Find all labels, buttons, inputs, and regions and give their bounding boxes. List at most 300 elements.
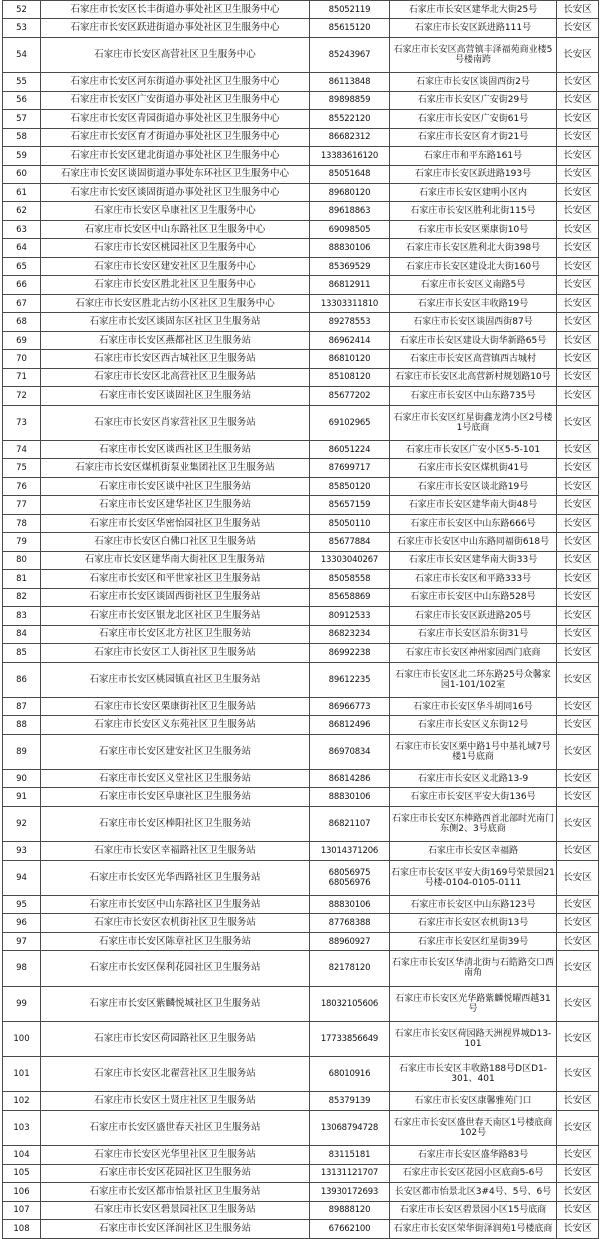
address: 石家庄市长安区东棒路西首北部时光南门东侧2、3号底商 bbox=[390, 806, 557, 841]
phone-number: 85615120 bbox=[310, 19, 390, 37]
district: 长安区 bbox=[557, 716, 599, 734]
center-name: 石家庄市长安区肖家营社区卫生服务站 bbox=[41, 405, 310, 440]
address: 石家庄市长安区中山东路同福街618号 bbox=[390, 533, 557, 551]
phone-number: 13068794728 bbox=[310, 1110, 390, 1145]
row-number: 92 bbox=[3, 806, 41, 841]
address: 石家庄市长安区北二环东路25号众馨家园1-101/102室 bbox=[390, 662, 557, 697]
district: 长安区 bbox=[557, 895, 599, 913]
center-name: 石家庄市长安区都市怡景社区卫生服务站 bbox=[41, 1183, 310, 1201]
row-number: 69 bbox=[3, 331, 41, 349]
district: 长安区 bbox=[557, 1183, 599, 1201]
table-row bbox=[3, 895, 599, 913]
center-name: 石家庄市长安区建华南大街社区卫生服务站 bbox=[41, 551, 310, 569]
district: 长安区 bbox=[557, 1201, 599, 1219]
table-row bbox=[3, 1183, 599, 1201]
table-row bbox=[3, 496, 599, 514]
table-row bbox=[3, 588, 599, 606]
district: 长安区 bbox=[557, 440, 599, 458]
row-number: 65 bbox=[3, 257, 41, 275]
district: 长安区 bbox=[557, 276, 599, 294]
district: 长安区 bbox=[557, 110, 599, 128]
table-row bbox=[3, 331, 599, 349]
phone-number: 68056975 68056976 bbox=[310, 860, 390, 895]
table-row bbox=[3, 165, 599, 183]
center-name: 石家庄市长安区桃园社区卫生服务中心 bbox=[41, 239, 310, 257]
row-number: 66 bbox=[3, 276, 41, 294]
center-name: 石家庄市长安区燕都社区卫生服务站 bbox=[41, 331, 310, 349]
district: 长安区 bbox=[557, 607, 599, 625]
phone-number: 13303311810 bbox=[310, 294, 390, 312]
table-row bbox=[3, 1201, 599, 1219]
table-row bbox=[3, 368, 599, 386]
row-number: 73 bbox=[3, 405, 41, 440]
address: 石家庄市长安区建设大街华新路65号 bbox=[390, 331, 557, 349]
table-row bbox=[3, 842, 599, 860]
table-row bbox=[3, 1110, 599, 1145]
table-row bbox=[3, 551, 599, 569]
center-name: 石家庄市长安区北翟营社区卫生服务站 bbox=[41, 1057, 310, 1092]
table-row bbox=[3, 533, 599, 551]
address: 石家庄市长安区北高营新村规划路10号 bbox=[390, 368, 557, 386]
row-number: 102 bbox=[3, 1092, 41, 1110]
address: 石家庄市长安区胜利北大街398号 bbox=[390, 239, 557, 257]
phone-number: 17733856649 bbox=[310, 1021, 390, 1056]
table-row bbox=[3, 276, 599, 294]
row-number: 106 bbox=[3, 1183, 41, 1201]
address: 石家庄市长安区高营镇西古城村 bbox=[390, 350, 557, 368]
row-number: 70 bbox=[3, 350, 41, 368]
row-number: 63 bbox=[3, 220, 41, 238]
address: 石家庄市长安区跃进路193号 bbox=[390, 165, 557, 183]
center-name: 石家庄市长安区棒阳社区卫生服务站 bbox=[41, 806, 310, 841]
address: 石家庄市长安区华清北街与石皓路交口西南角 bbox=[390, 951, 557, 986]
phone-number: 86823234 bbox=[310, 625, 390, 643]
address: 石家庄市长安区高营镇丰泽福苑商业楼5号楼南跨 bbox=[390, 37, 557, 72]
row-number: 88 bbox=[3, 716, 41, 734]
center-name: 石家庄市长安区栗康街社区卫生服务站 bbox=[41, 697, 310, 715]
address: 石家庄市长安区农机街13号 bbox=[390, 914, 557, 932]
row-number: 108 bbox=[3, 1220, 41, 1239]
address: 石家庄市长安区栗中路1号中基礼域7号楼1号底商 bbox=[390, 734, 557, 769]
phone-number: 69102965 bbox=[310, 405, 390, 440]
district: 长安区 bbox=[557, 147, 599, 165]
table-row bbox=[3, 1146, 599, 1164]
address: 石家庄市长安区华斗胡同16号 bbox=[390, 697, 557, 715]
center-name: 石家庄市长安区建北街道办事处社区卫生服务中心 bbox=[41, 147, 310, 165]
address: 石家庄市长安区荣华街泽润苑1号楼底商 bbox=[390, 1220, 557, 1239]
table-row bbox=[3, 19, 599, 37]
center-name: 石家庄市长安区长丰街道办事处社区卫生服务中心 bbox=[41, 1, 310, 19]
district: 长安区 bbox=[557, 405, 599, 440]
center-name: 石家庄市长安区土贤庄社区卫生服务站 bbox=[41, 1092, 310, 1110]
phone-number: 85379139 bbox=[310, 1092, 390, 1110]
center-name: 石家庄市长安区华密怡园社区卫生服务站 bbox=[41, 514, 310, 532]
row-number: 62 bbox=[3, 202, 41, 220]
phone-number: 67662100 bbox=[310, 1220, 390, 1239]
address: 石家庄市长安区广安小区5-5-101 bbox=[390, 440, 557, 458]
district: 长安区 bbox=[557, 368, 599, 386]
phone-number: 87699717 bbox=[310, 459, 390, 477]
address: 石家庄市长安区建设北大街160号 bbox=[390, 257, 557, 275]
row-number: 58 bbox=[3, 128, 41, 146]
phone-number: 85522120 bbox=[310, 110, 390, 128]
phone-number: 82178120 bbox=[310, 951, 390, 986]
district: 长安区 bbox=[557, 331, 599, 349]
phone-number: 86966773 bbox=[310, 697, 390, 715]
table-row bbox=[3, 294, 599, 312]
address: 石家庄市长安区胜利北街115号 bbox=[390, 202, 557, 220]
table-row bbox=[3, 128, 599, 146]
address: 石家庄市长安区中山东路735号 bbox=[390, 387, 557, 405]
row-number: 89 bbox=[3, 734, 41, 769]
row-number: 67 bbox=[3, 294, 41, 312]
row-number: 75 bbox=[3, 459, 41, 477]
address: 石家庄市长安区平安大街169号荣景园21号楼-0104-0105-0111 bbox=[390, 860, 557, 895]
table-row bbox=[3, 147, 599, 165]
district: 长安区 bbox=[557, 350, 599, 368]
table-row bbox=[3, 770, 599, 788]
center-name: 石家庄市长安区中山东路社区卫生服务中心 bbox=[41, 220, 310, 238]
address: 石家庄市长安区谈固西街87号 bbox=[390, 313, 557, 331]
center-name: 石家庄市长安区河东街道办事处社区卫生服务中心 bbox=[41, 73, 310, 91]
address: 石家庄市长安区育才街21号 bbox=[390, 128, 557, 146]
phone-number: 83115181 bbox=[310, 1146, 390, 1164]
district: 长安区 bbox=[557, 37, 599, 72]
row-number: 55 bbox=[3, 73, 41, 91]
address: 石家庄市长安区红星街鑫龙湾小区2号楼1号底商 bbox=[390, 405, 557, 440]
center-name: 石家庄市长安区谈西社区卫生服务站 bbox=[41, 440, 310, 458]
district: 长安区 bbox=[557, 842, 599, 860]
phone-number: 86970834 bbox=[310, 734, 390, 769]
table-row bbox=[3, 697, 599, 715]
address: 石家庄市长安区建明小区内 bbox=[390, 184, 557, 202]
address: 石家庄市长安区平安大街136号 bbox=[390, 788, 557, 806]
table-row bbox=[3, 350, 599, 368]
row-number: 84 bbox=[3, 625, 41, 643]
table-row bbox=[3, 184, 599, 202]
address: 石家庄市长安区建华南大街48号 bbox=[390, 496, 557, 514]
phone-number: 86814286 bbox=[310, 770, 390, 788]
table-row bbox=[3, 1220, 599, 1239]
table-row bbox=[3, 788, 599, 806]
district: 长安区 bbox=[557, 697, 599, 715]
row-number: 61 bbox=[3, 184, 41, 202]
row-number: 103 bbox=[3, 1110, 41, 1145]
address: 石家庄市长安区康馨雅苑门口 bbox=[390, 1092, 557, 1110]
row-number: 64 bbox=[3, 239, 41, 257]
row-number: 94 bbox=[3, 860, 41, 895]
center-name: 石家庄市长安区工人街社区卫生服务站 bbox=[41, 644, 310, 662]
center-name: 石家庄市长安区谈固西街社区卫生服务站 bbox=[41, 588, 310, 606]
phone-number: 86113848 bbox=[310, 73, 390, 91]
table-row bbox=[3, 570, 599, 588]
district: 长安区 bbox=[557, 128, 599, 146]
phone-number: 85658869 bbox=[310, 588, 390, 606]
row-number: 81 bbox=[3, 570, 41, 588]
center-name: 石家庄市长安区青园街道办事处社区卫生服务中心 bbox=[41, 110, 310, 128]
center-name: 石家庄市长安区银龙北区社区卫生服务站 bbox=[41, 607, 310, 625]
table-row bbox=[3, 914, 599, 932]
address: 石家庄市长安区广安街29号 bbox=[390, 91, 557, 109]
phone-number: 85058558 bbox=[310, 570, 390, 588]
table-row bbox=[3, 257, 599, 275]
phone-number: 88830106 bbox=[310, 788, 390, 806]
table-row bbox=[3, 73, 599, 91]
district: 长安区 bbox=[557, 1057, 599, 1092]
district: 长安区 bbox=[557, 734, 599, 769]
district: 长安区 bbox=[557, 1092, 599, 1110]
district: 长安区 bbox=[557, 459, 599, 477]
phone-number: 85051648 bbox=[310, 165, 390, 183]
district: 长安区 bbox=[557, 496, 599, 514]
table-row bbox=[3, 202, 599, 220]
phone-number: 13014371206 bbox=[310, 842, 390, 860]
row-number: 79 bbox=[3, 533, 41, 551]
district: 长安区 bbox=[557, 514, 599, 532]
district: 长安区 bbox=[557, 1146, 599, 1164]
center-name: 石家庄市长安区谈固街道办事处社区卫生服务中心 bbox=[41, 184, 310, 202]
phone-number: 13303040267 bbox=[310, 551, 390, 569]
center-name: 石家庄市长安区煤机街泵业集团社区卫生服务站 bbox=[41, 459, 310, 477]
table-row bbox=[3, 662, 599, 697]
center-name: 石家庄市长安区建安社区卫生服务中心 bbox=[41, 257, 310, 275]
table-row bbox=[3, 986, 599, 1021]
center-name: 石家庄市长安区紫麟悦城社区卫生服务站 bbox=[41, 986, 310, 1021]
center-name: 石家庄市长安区中山东路社区卫生服务站 bbox=[41, 895, 310, 913]
address: 石家庄市长安区盛华路83号 bbox=[390, 1146, 557, 1164]
center-name: 石家庄市长安区保利花园社区卫生服务站 bbox=[41, 951, 310, 986]
center-name: 石家庄市长安区泽润社区卫生服务站 bbox=[41, 1220, 310, 1239]
table-row bbox=[3, 1092, 599, 1110]
district: 长安区 bbox=[557, 533, 599, 551]
address: 石家庄市长安区跃进路205号 bbox=[390, 607, 557, 625]
address: 石家庄市长安区建华南大街33号 bbox=[390, 551, 557, 569]
row-number: 76 bbox=[3, 477, 41, 495]
row-number: 56 bbox=[3, 91, 41, 109]
phone-number: 85052119 bbox=[310, 1, 390, 19]
phone-number: 86810120 bbox=[310, 350, 390, 368]
center-name: 石家庄市长安区陈章社区卫生服务站 bbox=[41, 932, 310, 950]
table-row bbox=[3, 239, 599, 257]
district: 长安区 bbox=[557, 788, 599, 806]
district: 长安区 bbox=[557, 184, 599, 202]
district: 长安区 bbox=[557, 165, 599, 183]
address: 石家庄市和平东路161号 bbox=[390, 147, 557, 165]
district: 长安区 bbox=[557, 220, 599, 238]
row-number: 80 bbox=[3, 551, 41, 569]
center-name: 石家庄市长安区荷园路社区卫生服务站 bbox=[41, 1021, 310, 1056]
phone-number: 69098505 bbox=[310, 220, 390, 238]
center-name: 石家庄市长安区育才街道办事处社区卫生服务中心 bbox=[41, 128, 310, 146]
phone-number: 86812496 bbox=[310, 716, 390, 734]
district: 长安区 bbox=[557, 19, 599, 37]
table-row bbox=[3, 1021, 599, 1056]
address: 石家庄市长安区红星街39号 bbox=[390, 932, 557, 950]
center-name: 石家庄市长安区北方社区卫生服务站 bbox=[41, 625, 310, 643]
phone-number: 89612235 bbox=[310, 662, 390, 697]
center-name: 石家庄市长安区和平世家社区卫生服务站 bbox=[41, 570, 310, 588]
row-number: 74 bbox=[3, 440, 41, 458]
district: 长安区 bbox=[557, 570, 599, 588]
table-row bbox=[3, 313, 599, 331]
phone-number: 68010916 bbox=[310, 1057, 390, 1092]
table-row bbox=[3, 440, 599, 458]
row-number: 83 bbox=[3, 607, 41, 625]
center-name: 石家庄市长安区建安社区卫生服务站 bbox=[41, 734, 310, 769]
address: 石家庄市长安区丰收路188号D区D1-301、401 bbox=[390, 1057, 557, 1092]
table-row bbox=[3, 607, 599, 625]
address: 石家庄市长安区中山东路528号 bbox=[390, 588, 557, 606]
phone-number: 86962414 bbox=[310, 331, 390, 349]
row-number: 104 bbox=[3, 1146, 41, 1164]
row-number: 85 bbox=[3, 644, 41, 662]
address: 石家庄市长安区幸福路 bbox=[390, 842, 557, 860]
district: 长安区 bbox=[557, 313, 599, 331]
table-row bbox=[3, 459, 599, 477]
phone-number: 85657159 bbox=[310, 496, 390, 514]
phone-number: 85369529 bbox=[310, 257, 390, 275]
phone-number: 89888120 bbox=[310, 1201, 390, 1219]
row-number: 105 bbox=[3, 1164, 41, 1182]
phone-number: 89278553 bbox=[310, 313, 390, 331]
table-row bbox=[3, 932, 599, 950]
address: 石家庄市长安区花园小区底商5-6号 bbox=[390, 1164, 557, 1182]
address: 石家庄市长安区煤机街41号 bbox=[390, 459, 557, 477]
address: 长安区都市怡景北区3#4号、5号、6号 bbox=[390, 1183, 557, 1201]
center-name: 石家庄市长安区胜北古纺小区社区卫生服务中心 bbox=[41, 294, 310, 312]
table-row bbox=[3, 514, 599, 532]
phone-number: 85677202 bbox=[310, 387, 390, 405]
center-name: 石家庄市长安区广安街道办事处社区卫生服务中心 bbox=[41, 91, 310, 109]
row-number: 101 bbox=[3, 1057, 41, 1092]
table-row bbox=[3, 806, 599, 841]
table-row bbox=[3, 1164, 599, 1182]
row-number: 107 bbox=[3, 1201, 41, 1219]
district: 长安区 bbox=[557, 91, 599, 109]
row-number: 68 bbox=[3, 313, 41, 331]
district: 长安区 bbox=[557, 1220, 599, 1239]
district: 长安区 bbox=[557, 588, 599, 606]
phone-number: 89618863 bbox=[310, 202, 390, 220]
district: 长安区 bbox=[557, 860, 599, 895]
district: 长安区 bbox=[557, 477, 599, 495]
row-number: 54 bbox=[3, 37, 41, 72]
address: 石家庄市长安区栗康街10号 bbox=[390, 220, 557, 238]
address: 石家庄市长安区谈北路19号 bbox=[390, 477, 557, 495]
address: 石家庄市长安区义东街12号 bbox=[390, 716, 557, 734]
address: 石家庄市长安区中山东路666号 bbox=[390, 514, 557, 532]
phone-number: 85850120 bbox=[310, 477, 390, 495]
phone-number: 86051224 bbox=[310, 440, 390, 458]
address: 石家庄市长安区光华路紫麟悦曜西越31号 bbox=[390, 986, 557, 1021]
phone-number: 13930172693 bbox=[310, 1183, 390, 1201]
center-name: 石家庄市长安区阜康社区卫生服务中心 bbox=[41, 202, 310, 220]
district: 长安区 bbox=[557, 1110, 599, 1145]
center-name: 石家庄市长安区高营社区卫生服务中心 bbox=[41, 37, 310, 72]
address: 石家庄市长安区碧景园小区15号底商 bbox=[390, 1201, 557, 1219]
address: 石家庄市长安区建华北大街25号 bbox=[390, 1, 557, 19]
phone-number: 18032105606 bbox=[310, 986, 390, 1021]
center-name: 石家庄市长安区农机街社区卫生服务站 bbox=[41, 914, 310, 932]
row-number: 78 bbox=[3, 514, 41, 532]
district: 长安区 bbox=[557, 662, 599, 697]
district: 长安区 bbox=[557, 294, 599, 312]
phone-number: 13383616120 bbox=[310, 147, 390, 165]
row-number: 97 bbox=[3, 932, 41, 950]
district: 长安区 bbox=[557, 806, 599, 841]
row-number: 99 bbox=[3, 986, 41, 1021]
phone-number: 88960927 bbox=[310, 932, 390, 950]
center-name: 石家庄市长安区谈固东区社区卫生服务站 bbox=[41, 313, 310, 331]
center-name: 石家庄市长安区谈中社区卫生服务站 bbox=[41, 477, 310, 495]
phone-number: 89898859 bbox=[310, 91, 390, 109]
phone-number: 86812911 bbox=[310, 276, 390, 294]
table-row bbox=[3, 734, 599, 769]
phone-number: 87768388 bbox=[310, 914, 390, 932]
phone-number: 85050110 bbox=[310, 514, 390, 532]
row-number: 60 bbox=[3, 165, 41, 183]
center-name: 石家庄市长安区义堂社区卫生服务站 bbox=[41, 770, 310, 788]
table-row bbox=[3, 37, 599, 72]
district: 长安区 bbox=[557, 551, 599, 569]
district: 长安区 bbox=[557, 914, 599, 932]
center-name: 石家庄市长安区碧景园社区卫生服务站 bbox=[41, 1201, 310, 1219]
table-row bbox=[3, 220, 599, 238]
center-name: 石家庄市长安区白佛口社区卫生服务站 bbox=[41, 533, 310, 551]
center-name: 石家庄市长安区谈固街道办事处东环社区卫生服务中心 bbox=[41, 165, 310, 183]
district: 长安区 bbox=[557, 986, 599, 1021]
address: 石家庄市长安区荷园路天洲视界城D13-101 bbox=[390, 1021, 557, 1056]
phone-number: 85243967 bbox=[310, 37, 390, 72]
row-number: 91 bbox=[3, 788, 41, 806]
phone-number: 86821107 bbox=[310, 806, 390, 841]
district: 长安区 bbox=[557, 202, 599, 220]
row-number: 96 bbox=[3, 914, 41, 932]
address: 石家庄市长安区和平路333号 bbox=[390, 570, 557, 588]
center-name: 石家庄市长安区阜康社区卫生服务站 bbox=[41, 788, 310, 806]
table-row bbox=[3, 644, 599, 662]
row-number: 82 bbox=[3, 588, 41, 606]
district: 长安区 bbox=[557, 625, 599, 643]
center-name: 石家庄市长安区义东苑社区卫生服务站 bbox=[41, 716, 310, 734]
center-name: 石家庄市长安区西古城社区卫生服务站 bbox=[41, 350, 310, 368]
center-name: 石家庄市长安区胜北社区卫生服务中心 bbox=[41, 276, 310, 294]
phone-number: 85108120 bbox=[310, 368, 390, 386]
district: 长安区 bbox=[557, 1164, 599, 1182]
district: 长安区 bbox=[557, 1, 599, 19]
address: 石家庄市长安区义北路13-9 bbox=[390, 770, 557, 788]
table-row bbox=[3, 1, 599, 19]
center-name: 石家庄市长安区谈固社区卫生服务站 bbox=[41, 387, 310, 405]
row-number: 90 bbox=[3, 770, 41, 788]
phone-number: 88830106 bbox=[310, 239, 390, 257]
center-name: 石家庄市长安区光华西路社区卫生服务站 bbox=[41, 860, 310, 895]
row-number: 59 bbox=[3, 147, 41, 165]
row-number: 87 bbox=[3, 697, 41, 715]
row-number: 86 bbox=[3, 662, 41, 697]
center-name: 石家庄市长安区幸福路社区卫生服务站 bbox=[41, 842, 310, 860]
address: 石家庄市长安区谈固西街2号 bbox=[390, 73, 557, 91]
table-row bbox=[3, 91, 599, 109]
phone-number: 89680120 bbox=[310, 184, 390, 202]
district: 长安区 bbox=[557, 1021, 599, 1056]
address: 石家庄市长安区丰收路19号 bbox=[390, 294, 557, 312]
row-number: 93 bbox=[3, 842, 41, 860]
row-number: 77 bbox=[3, 496, 41, 514]
district: 长安区 bbox=[557, 644, 599, 662]
district: 长安区 bbox=[557, 387, 599, 405]
row-number: 72 bbox=[3, 387, 41, 405]
